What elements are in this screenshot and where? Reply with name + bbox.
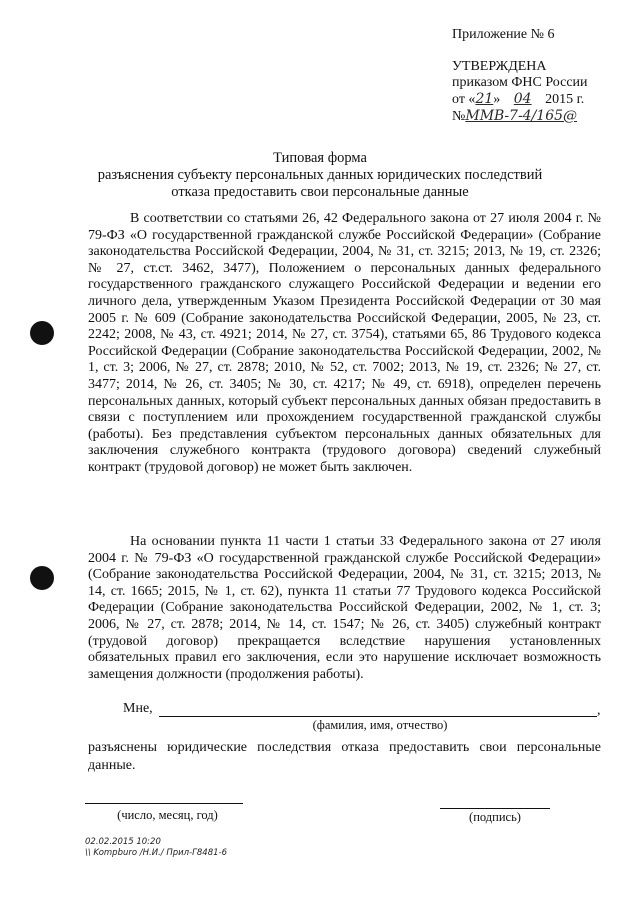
approval-block (452, 59, 588, 125)
approved-title: УТВЕРЖДЕНА (452, 59, 547, 74)
paragraph-2: На основании пункта 11 части 1 статьи 33 Федерального закона от 27 июля 2004 г. № 79-ФЗ «О государственной гражданской службе Российской Федерации» (Собрание законодательства Российской Федерации, 2004, № 31, ст. 3215; 2013, № 14, ст. 1665; 2015, № 1, ст. 62), пункта 11 статьи 77 Трудового кодекса Российской Федерации (Собрание законодательства Российской Федерации, 2002, № 1, ст. 3; 2006, № 27, ст. 2878; 2014, № 14, ст. 1547; № 26, ст. 3405) служебный контракт (трудовой договор) прекращается вследствие нарушения установленных обязательных правил его заключения, если это нарушение исключает возможность замещения должности (продолжения работы). (88, 534, 601, 682)
date-caption: (число, месяц, год) (117, 808, 218, 822)
approved-order: приказом ФНС России (452, 75, 588, 90)
date-field[interactable] (85, 803, 243, 804)
approval-number (452, 108, 588, 125)
date-prefix: от « (452, 92, 476, 107)
number-value: ММВ-7-4/165@ (465, 108, 578, 124)
date-day: 21 (475, 91, 494, 107)
date-year: 2015 г. (541, 92, 585, 107)
full-name-field[interactable] (159, 716, 597, 717)
paragraph-1: В соответствии со статьями 26, 42 Федерального закона от 27 июля 2004 г. № 79-ФЗ «О государственной гражданской службе Российской Федерации» (Собрание законодательства Российской Федерации, 2004, № 31, ст. 3215; 2013, № 19, ст. 2326; № 27, ст.ст. 3462, 3477), Положением о персональных данных федерального государственного гражданского служащего Российской Федерации и ведении его личного дела, утвержденным Указом Президента Российской Федерации от 30 мая 2005 г. № 609 (Собрание законодательства Российской Федерации, 2005, № 23, ст. 2242; 2008, № 43, ст. 4921; 2014, № 27, ст. 3754), статьями 65, 86 Трудового кодекса Российской Федерации (Собрание законодательства Российской Федерации, 2002, № 1, ст. 3; 2006, № 27, ст. 2878; 2010, № 52, ст. 7002; 2013, № 19, ст. 2326; № 27, ст. 3477; 2014, № 26, ст. 3405; № 30, ст. 4217; № 49, ст. 6918), определен перечень персональных данных, который субъект персональных данных обязан предоставить в связи с поступлением или прохождением государственной гражданской службы (работы). Без представления субъектом персональных данных обязательных для заключения служебного контракта (трудового договора) сведений служебный контракт (трудовой договор) не может быть заключен. (88, 211, 601, 475)
signature-caption: (подпись) (469, 810, 521, 824)
footer-meta (85, 837, 227, 859)
date-month: 04 (513, 91, 532, 107)
title-line-3: отказа предоставить свои персональные данные (171, 184, 469, 200)
appendix-label: Приложение № 6 (452, 27, 555, 42)
title-line-1: Типовая форма (273, 150, 367, 166)
mne-label: Мне, (123, 701, 153, 716)
title-line-2: разъяснения субъекту персональных данных юридических последствий (97, 167, 543, 183)
punch-hole (30, 321, 54, 345)
document-title (60, 150, 580, 201)
mne-comma: , (597, 703, 601, 718)
footer-path: \\ Kompburo /Н.И./ Прил-Г8481-6 (85, 848, 227, 858)
paragraph-3: разъяснены юридические последствия отказа предоставить свои персональные данные. (88, 740, 601, 773)
date-mid: » (493, 92, 504, 107)
full-name-caption: (фамилия, имя, отчество) (312, 718, 448, 732)
punch-hole (30, 566, 54, 590)
approval-date (452, 91, 588, 108)
signature-field[interactable] (440, 808, 550, 809)
footer-timestamp: 02.02.2015 10:20 (85, 837, 161, 847)
number-prefix: № (452, 109, 466, 124)
